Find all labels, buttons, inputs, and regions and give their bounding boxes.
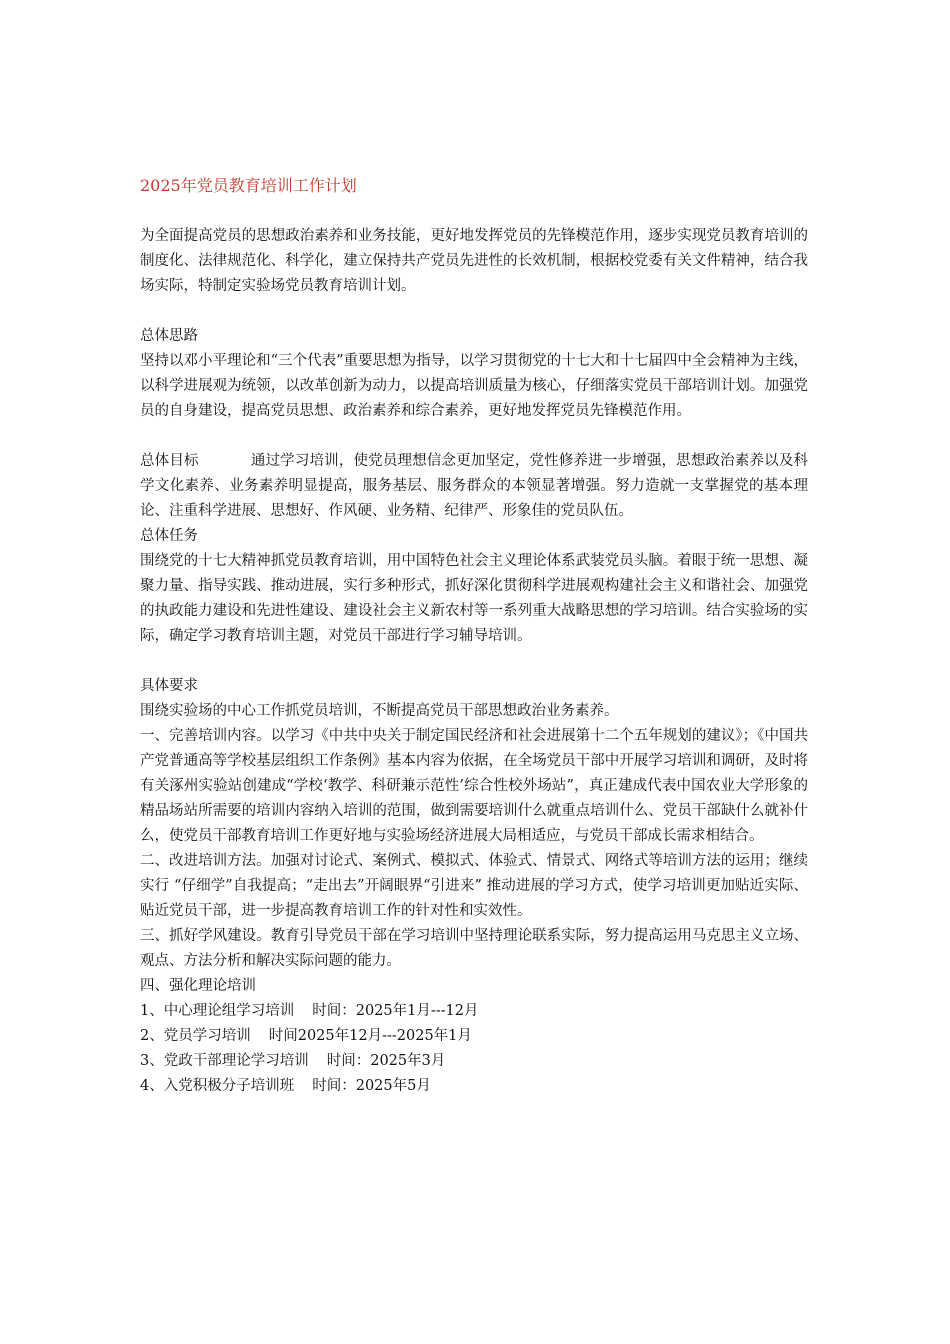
schedule-item-time: 时间：2025年3月 [326,1053,446,1069]
spacer [140,649,808,674]
approach-heading: 总体思路 [140,328,198,344]
requirements-intro: 围绕实验场的中心工作抓党员培训，不断提高党员干部思想政治业务素养。 [140,703,619,719]
goal-paragraph [140,449,808,524]
document-body [140,224,808,1099]
spacer [140,299,808,324]
schedule-item-time: 时间：2025年5月 [312,1078,431,1094]
schedule-item-time: 时间2025年12月---2025年1月 [268,1028,472,1044]
goal-heading: 总体目标 [140,453,199,469]
schedule-item [140,1049,808,1074]
requirement-item-3: 三、抓好学风建设。教育引导党员干部在学习培训中坚持理论联系实际，努力提高运用马克思主义立场、观点、方法分析和解决实际问题的能力。 [140,928,808,969]
requirement-item-1: 一、完善培训内容。以学习《中共中央关于制定国民经济和社会进展第十二个五年规划的建议》；《中国共产党普通高等学校基层组织工作条例》基本内容为依据，在全场党员干部中开展学习培训和调研，及时将有关涿州实验站创建成“学校‘教学、科研兼示范性’综合性校外场站”，真正建成代表中国农业大学形象的精品场站所需要的培训内容纳入培训的范围，做到需要培训什么就重点培训什么、党员干部缺什么就补什么，使党员干部教育培训工作更好地与实验场经济进展大局相适应，与党员干部成长需求相结合。 [140,728,808,844]
spacer [140,424,808,449]
goal-text: 通过学习培训，使党员理想信念更加坚定，党性修养进一步增强，思想政治素养以及科学文化素养、业务素养明显提高，服务基层、服务群众的本领显著增强。努力造就一支掌握党的基本理论、注重科学进展、思想好、作风硬、业务精、纪律严、形象佳的党员队伍。 [140,453,809,519]
task-heading: 总体任务 [140,528,198,544]
schedule-item-name: 4、入党积极分子培训班 [140,1078,295,1094]
approach-paragraph: 坚持以邓小平理论和“三个代表”重要思想为指导，以学习贯彻党的十七大和十七届四中全会精神为主线，以科学进展观为统领，以改革创新为动力，以提高培训质量为核心，仔细落实党员干部培训计划。加强党员的自身建设，提高党员思想、政治素养和综合素养，更好地发挥党员先锋模范作用。 [140,353,808,419]
document-title: 2025年党员教育培训工作计划 [140,176,357,195]
schedule-item-name: 3、党政干部理论学习培训 [140,1053,309,1069]
requirement-item-4: 四、强化理论培训 [140,978,256,994]
task-paragraph: 围绕党的十七大精神抓党员教育培训，用中国特色社会主义理论体系武装党员头脑。着眼于统一思想、凝聚力量、指导实践、推动进展，实行多种形式，抓好深化贯彻科学进展观构建社会主义和谐社会、加强党的执政能力建设和先进性建设、建设社会主义新农村等一系列重大战略思想的学习培训。结合实验场的实际，确定学习教育培训主题，对党员干部进行学习辅导培训。 [140,553,808,644]
intro-paragraph: 为全面提高党员的思想政治素养和业务技能，更好地发挥党员的先锋模范作用，逐步实现党员教育培训的制度化、法律规范化、科学化，建立保持共产党员先进性的长效机制，根据校党委有关文件精神，结合我场实际，特制定实验场党员教育培训计划。 [140,228,808,294]
schedule-item [140,1024,808,1049]
requirement-item-2: 二、改进培训方法。加强对讨论式、案例式、模拟式、体验式、情景式、网络式等培训方法的运用；继续实行 “仔细学”自我提高；“走出去”开阔眼界“引进来” 推动进展的学习方式，使学习培训更加贴近实际、贴近党员干部，进一步提高教育培训工作的针对性和实效性。 [140,853,808,919]
schedule-item-name: 1、中心理论组学习培训 [140,1003,295,1019]
schedule-item-name: 2、党员学习培训 [140,1028,251,1044]
schedule-item-time: 时间：2025年1月---12月 [312,1003,479,1019]
schedule-item [140,1074,808,1099]
requirements-heading: 具体要求 [140,678,198,694]
schedule-item [140,999,808,1024]
